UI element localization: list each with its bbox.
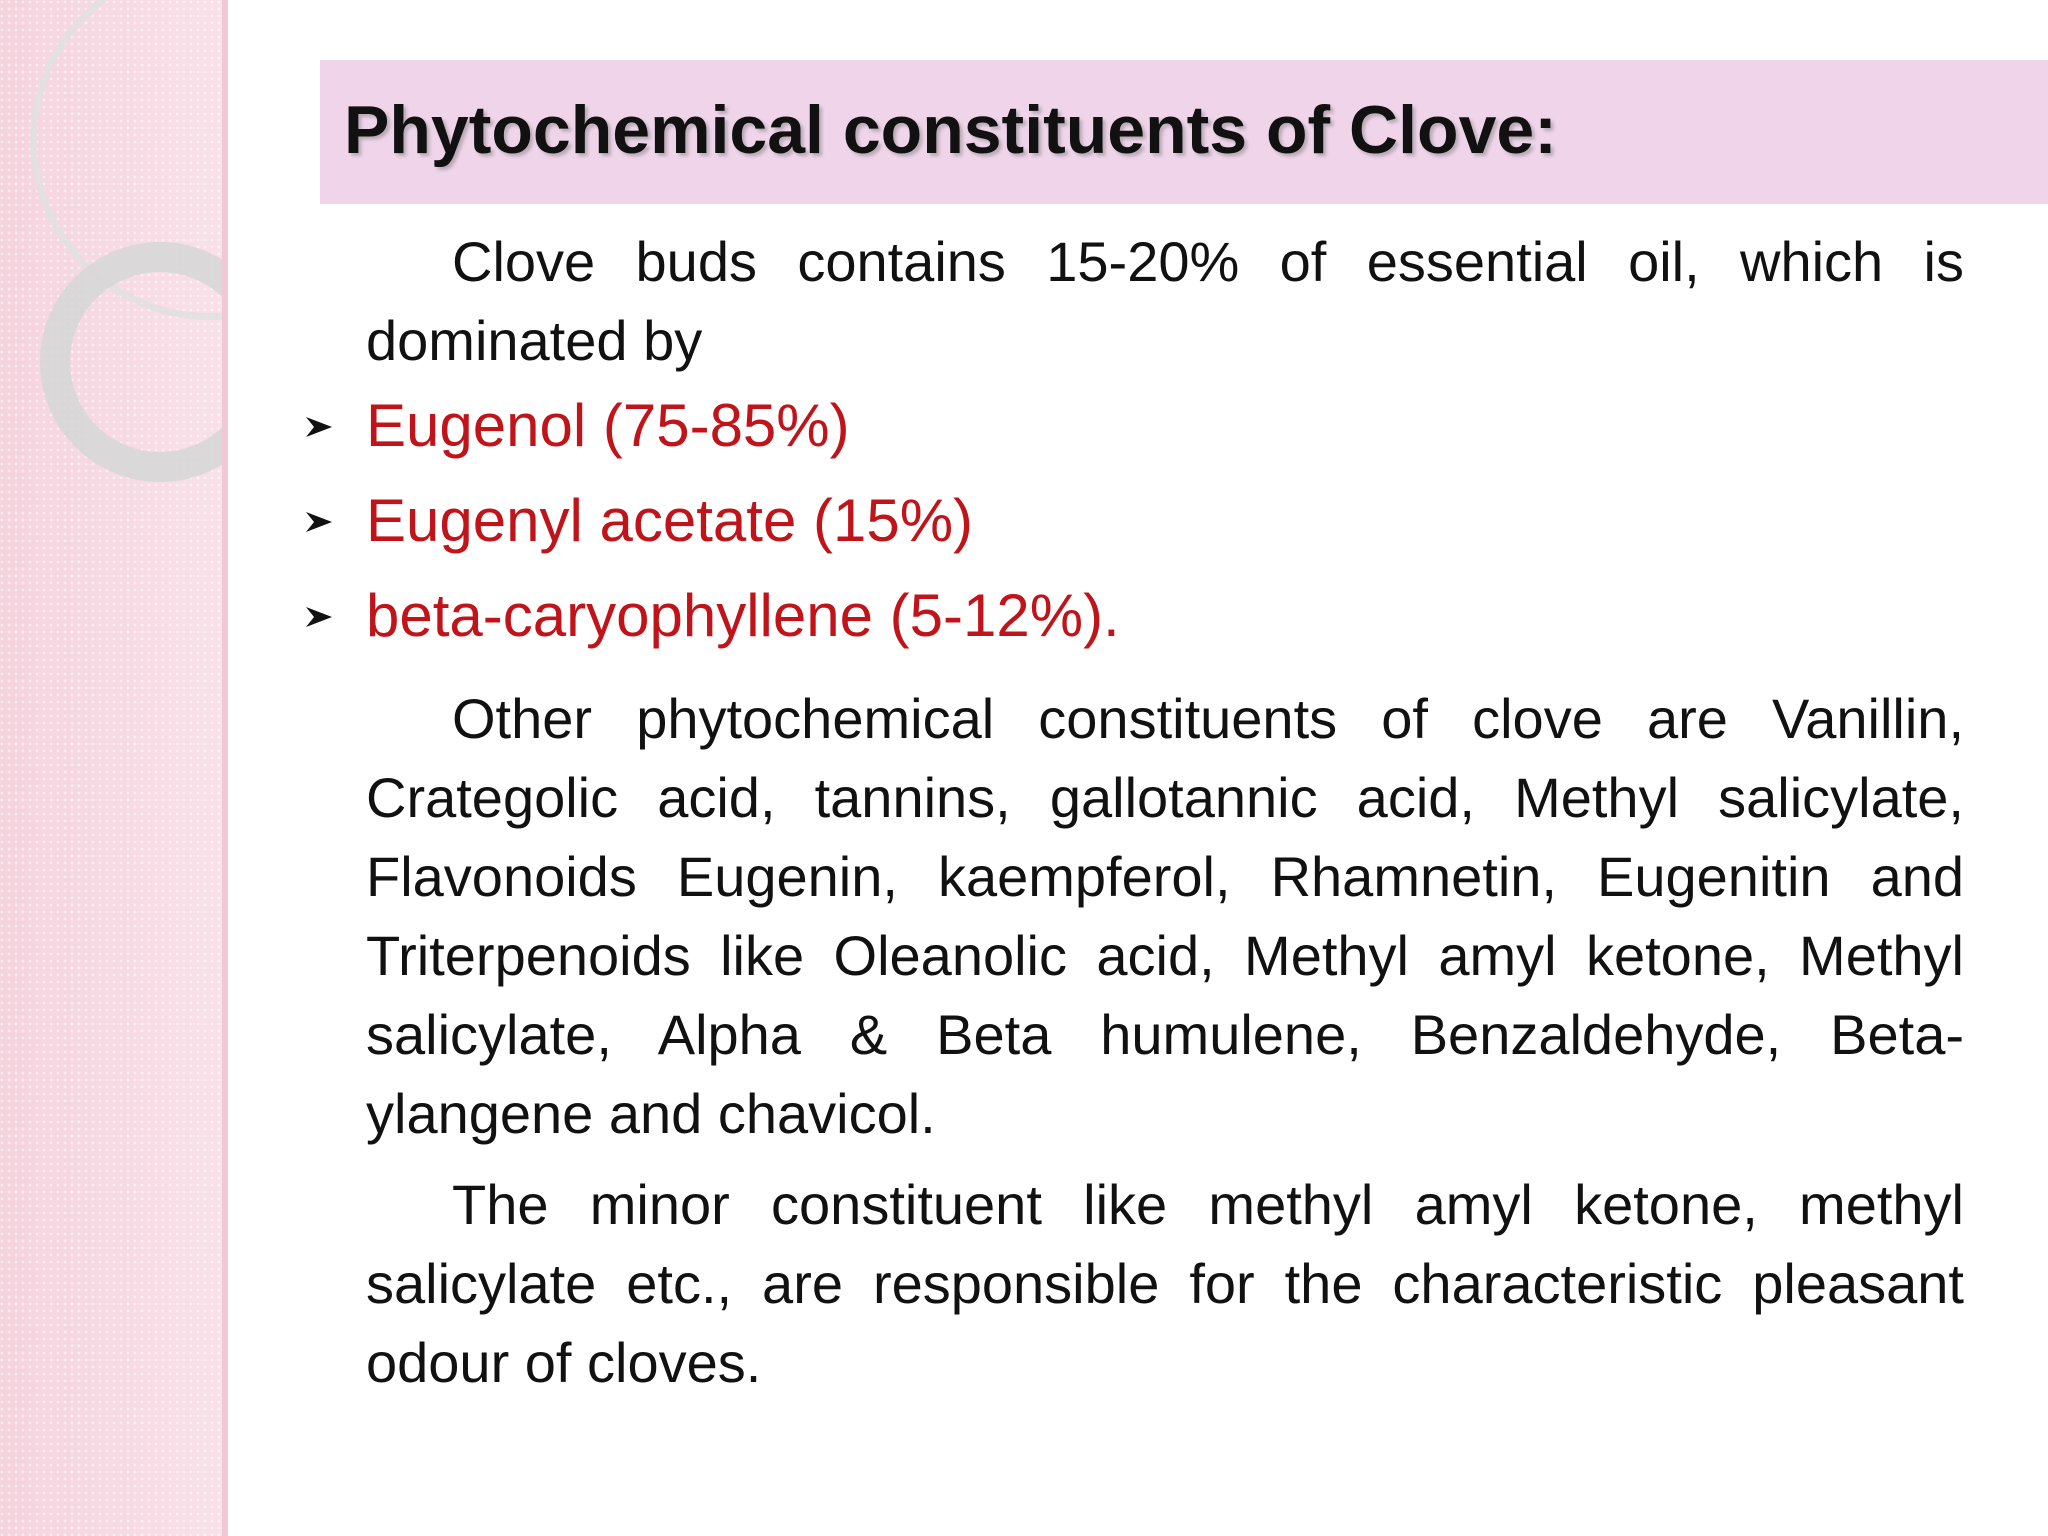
other-constituents-paragraph: Other phytochemical constituents of clove are Vanillin, Crategolic acid, tannins, gallotannic acid, Methyl salicylate, Flavonoids Eugenin, kaempferol, Rhamnetin, Eugenitin and Triterpenoids like Oleanolic acid, Methyl amyl ketone, Methyl salicylate, Alpha & Beta humulene, Benzaldehyde, Beta-ylangene and chavicol. xyxy=(366,687,1964,1145)
constituent-list xyxy=(366,386,1964,671)
sidebar-edge xyxy=(222,0,228,1536)
minor-constituents-paragraph: The minor constituent like methyl amyl ketone, methyl salicylate etc., are responsible for the characteristic pleasant odour of cloves. xyxy=(366,1173,1964,1394)
arrowhead-bullet-icon xyxy=(304,604,336,630)
list-item xyxy=(366,576,1964,671)
arrowhead-bullet-icon xyxy=(304,509,336,535)
decorative-sidebar xyxy=(0,0,228,1536)
list-item xyxy=(366,481,1964,576)
arrowhead-bullet-icon xyxy=(304,414,336,440)
slide-title: Phytochemical constituents of Clove: xyxy=(344,92,1557,168)
intro-paragraph: Clove buds contains 15-20% of essential oil, which is dominated by xyxy=(366,230,1964,372)
list-item-text: Eugenyl acetate (15%) xyxy=(366,487,974,554)
decorative-ring xyxy=(40,242,228,482)
list-item-text: beta-caryophyllene (5-12%). xyxy=(366,582,1120,649)
list-item-text: Eugenol (75-85%) xyxy=(366,392,850,459)
list-item xyxy=(366,386,1964,481)
slide-body xyxy=(366,222,1964,1402)
